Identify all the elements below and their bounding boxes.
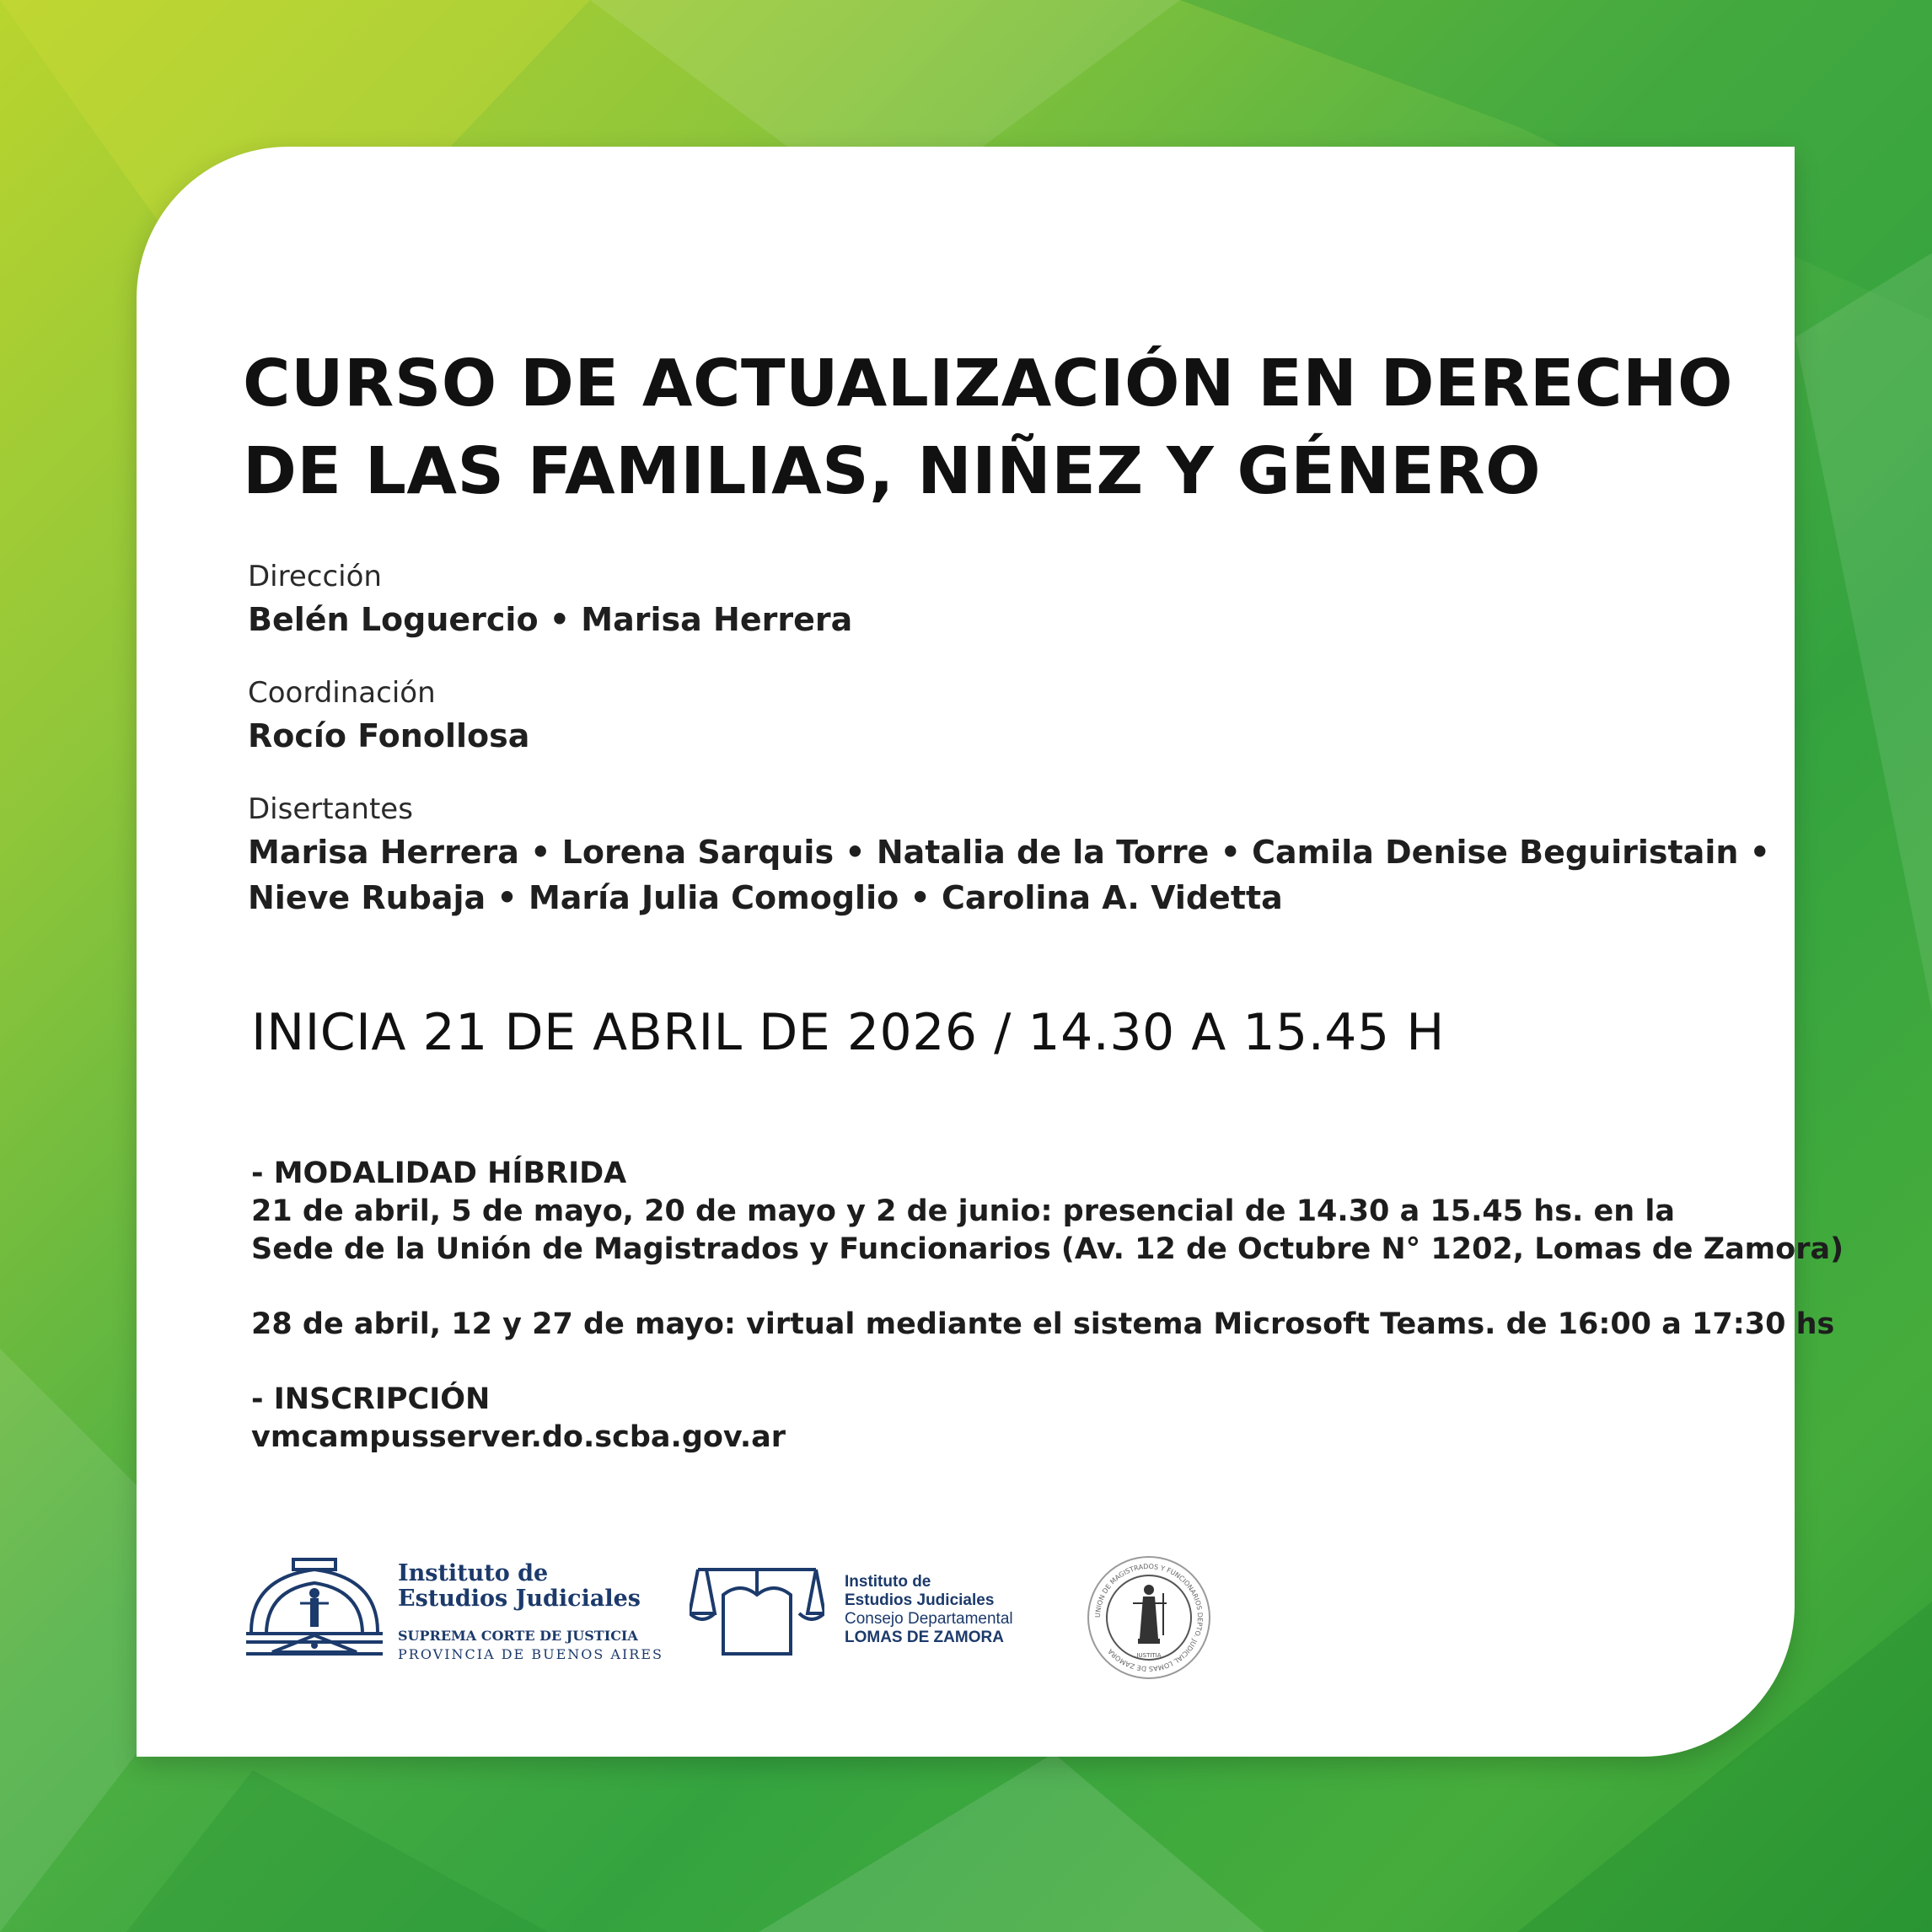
coordinacion-label: Coordinación	[248, 676, 436, 710]
direccion-names-text: Belén Loguercio • Marisa Herrera	[248, 601, 853, 638]
iej-line-1: Instituto de	[398, 1560, 549, 1586]
scales-of-justice-icon	[690, 1561, 824, 1659]
start-date: INICIA 21 DE ABRIL DE 2026 / 14.30 A 15.45 H	[251, 1003, 1445, 1062]
justice-seal-icon	[1086, 1554, 1212, 1681]
disertantes-names	[248, 829, 1770, 920]
coordinacion-names-text: Rocío Fonollosa	[248, 717, 530, 754]
iej-line-3: SUPREMA CORTE DE JUSTICIA	[398, 1628, 638, 1644]
direccion-names	[248, 597, 852, 642]
disertantes-label: Disertantes	[248, 792, 413, 826]
coordinacion-names	[248, 713, 529, 759]
magistrados-seal-logo	[1086, 1554, 1212, 1681]
title-line-1: CURSO DE ACTUALIZACIÓN EN DERECHO	[243, 346, 1733, 421]
iej-lz-line-4: LOMAS DE ZAMORA	[845, 1629, 1004, 1646]
iej-line-4: PROVINCIA DE BUENOS AIRES	[398, 1646, 663, 1662]
disertantes-line-1: Marisa Herrera • Lorena Sarquis • Natalia de la Torre • Camila Denise Beguiristain •	[248, 834, 1770, 871]
inscripcion-url[interactable]: vmcampusserver.do.scba.gov.ar	[251, 1420, 786, 1454]
disertantes-line-2: Nieve Rubaja • María Julia Comoglio • Carolina A. Videtta	[248, 879, 1283, 916]
direccion-label: Dirección	[248, 560, 382, 593]
logos-row	[243, 1554, 1339, 1706]
iej-lz-logo	[690, 1561, 1044, 1671]
iej-line-2: Estudios Judiciales	[398, 1586, 641, 1612]
info-card	[137, 147, 1844, 1757]
modalidad-line-3: 28 de abril, 12 y 27 de mayo: virtual mediante el sistema Microsoft Teams. de 16:00 a 17:30 hs	[251, 1307, 1835, 1341]
iej-lz-line-1: Instituto de	[845, 1573, 931, 1591]
inscripcion-heading: - INSCRIPCIÓN	[251, 1382, 491, 1416]
title-line-2: DE LAS FAMILIAS, NIÑEZ Y GÉNERO	[243, 434, 1542, 509]
seal-motto: IUSTITIA	[1136, 1652, 1162, 1659]
course-title	[243, 341, 1733, 516]
course-details	[251, 1155, 1843, 1457]
courthouse-dome-icon	[243, 1554, 386, 1659]
iej-lz-line-3: Consejo Departamental	[845, 1610, 1013, 1628]
modalidad-heading: - MODALIDAD HÍBRIDA	[251, 1157, 627, 1190]
iej-lz-line-2: Estudios Judiciales	[845, 1591, 995, 1609]
modalidad-line-1: 21 de abril, 5 de mayo, 20 de mayo y 2 de junio: presencial de 14.30 a 15.45 hs. en la	[251, 1194, 1675, 1228]
seal-ring-text: UNION DE MAGISTRADOS Y FUNCIONARIOS DEPTO. JUDICIAL LOMAS DE ZAMORA	[1093, 1562, 1205, 1673]
iej-scj-logo	[243, 1554, 663, 1672]
modalidad-line-2: Sede de la Unión de Magistrados y Funcionarios (Av. 12 de Octubre N° 1202, Lomas de Zamora)	[251, 1232, 1844, 1266]
